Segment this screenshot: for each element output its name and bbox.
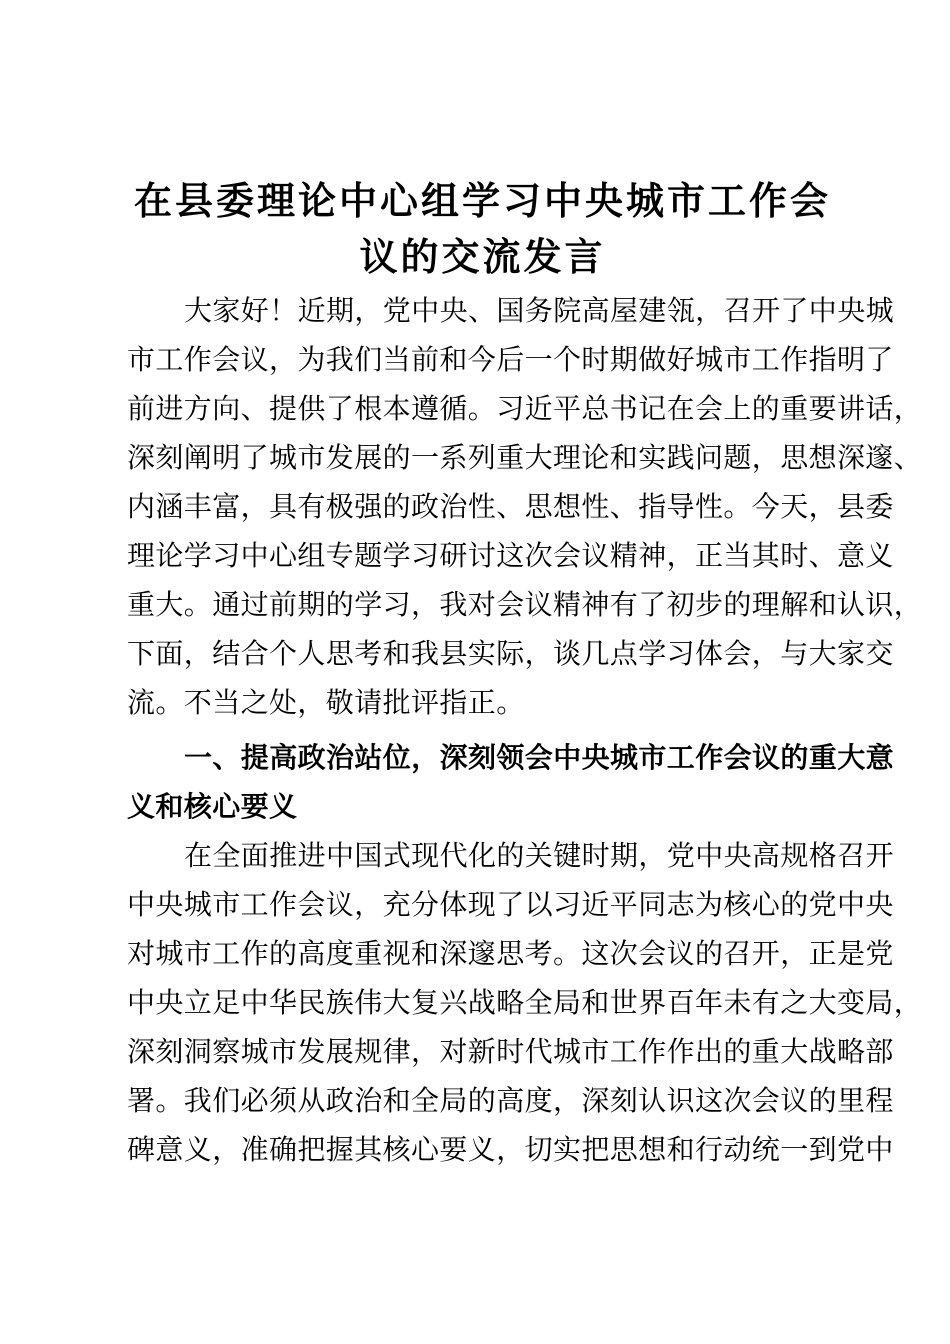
text-line: 理论学习中心组专题学习研讨这次会议精神，正当其时、意义 — [127, 540, 894, 571]
document-title — [127, 174, 838, 286]
text-line: 深刻阐明了城市发展的一系列重大理论和实践问题，思想深邃、 — [127, 442, 923, 473]
document-body — [127, 286, 923, 1174]
text-line: 流。不当之处，敬请批评指正。 — [127, 687, 525, 718]
text-line: 下面，结合个人思考和我县实际，谈几点学习体会，与大家交 — [127, 638, 894, 669]
text-line: 市工作会议，为我们当前和今后一个时期做好城市工作指明了 — [127, 344, 894, 375]
title-line: 在县委理论中心组学习中央城市工作会 — [133, 181, 831, 223]
text-line: 大家好！近期，党中央、国务院高屋建瓴，召开了中央城 — [184, 295, 895, 326]
title-line: 议的交流发言 — [359, 237, 606, 279]
text-line: 中央城市工作会议，充分体现了以习近平同志为核心的党中央 — [127, 889, 894, 920]
text-line: 一、提高政治站位，深刻领会中央城市工作会议的重大意 — [184, 742, 895, 773]
text-line: 对城市工作的高度重视和深邃思考。这次会议的召开，正是党 — [127, 938, 894, 969]
paragraph — [127, 831, 923, 1174]
paragraph — [127, 286, 923, 727]
text-line: 义和核心要义 — [127, 791, 298, 822]
text-line: 重大。通过前期的学习，我对会议精神有了初步的理解和认识， — [127, 589, 923, 620]
text-line: 碑意义，准确把握其核心要义，切实把思想和行动统一到党中 — [127, 1134, 894, 1165]
text-line: 内涵丰富，具有极强的政治性、思想性、指导性。今天，县委 — [127, 491, 894, 522]
text-line: 中央立足中华民族伟大复兴战略全局和世界百年未有之大变局， — [127, 987, 923, 1018]
text-line: 深刻洞察城市发展规律，对新时代城市工作作出的重大战略部 — [127, 1036, 894, 1067]
section-heading — [127, 733, 895, 831]
text-line: 前进方向、提供了根本遵循。习近平总书记在会上的重要讲话， — [127, 393, 923, 424]
text-line: 署。我们必须从政治和全局的高度，深刻认识这次会议的里程 — [127, 1085, 894, 1116]
text-line: 在全面推进中国式现代化的关键时期，党中央高规格召开 — [184, 840, 895, 871]
